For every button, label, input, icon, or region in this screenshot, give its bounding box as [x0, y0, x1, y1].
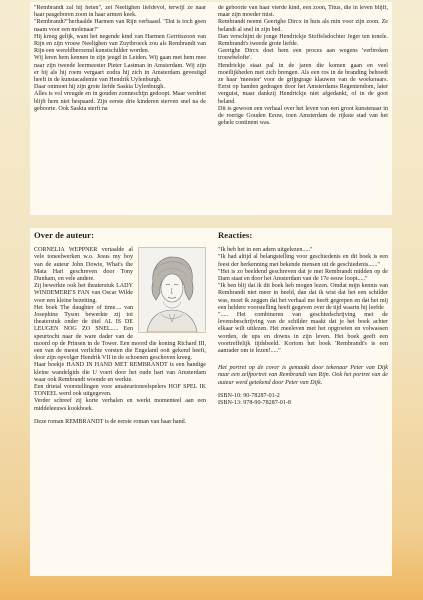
blurb-paragraph: Hendrickje staat pal in de jaren die komen gaan en veel moeilijkheden met zich brengen. Als een ros in de branding behoedt ze haar 'meester' voor de grijpgrage klauwen van de woekeraars. Eerst op handen gedragen door het Amsterdams Regentendom, later verguist, maar dankzij Hendrickje niet afgedankt, of in de goot beland.: [218, 62, 388, 105]
blurb-paragraph: "Rembrandt zal hij heten", zei Neeltghen liefdevol, terwijl ze naar haar pasgeboren zoon in haar armen keek.: [34, 5, 206, 19]
about-author-section: [34, 232, 206, 572]
blurb-paragraph: Alles is vol vreugde en in gouden zonneschijn gedoopt. Maar verdriet blijft hem niet bespaard. Zijn eerste drie kinderen sterven snel na de geboorte. Ook Saskia sterft na: [34, 91, 206, 112]
author-portrait: [138, 247, 206, 333]
isbn-10: ISBN-10: 90-78287-01-2: [218, 392, 280, 399]
bio-paragraph: CORNELIA WEPPNER vertaalde al vele toneelwerken w.o. Jesus my boy van de auteur John Dowie, What's the Mata Hari geschreven door Tony Dunham, en vele andere.: [34, 247, 133, 283]
reactions-heading: Reacties:: [218, 232, 253, 240]
blurb-paragraph: de geboorte van haar vierde kind, een zoon, Titus, die in leven blijft, maar zijn moeder mist.: [218, 5, 388, 19]
reaction-quote: "Ik ben blij dat ik dit boek heb mogen lezen. Omdat mijn kennis van Rembrandt niet meer in beeld, dan dat ik wist dat het een schilder was, moet ik zeggen dat het verhaal me heeft gegrepen en dat het mij een heldere voorstelling heeft gegeven over de tijd waarin hij leefde: [218, 283, 388, 311]
author-bio: [34, 247, 206, 426]
reactions-section: [218, 232, 388, 572]
reaction-quote: "..... Het combineren van geschiedschrijving met de levensbeschrijving van de schilder maakt dat je het boek achter elkaar wilt uitlezen. Het meeleven met het opgroeien en volwassen worden, de ups en downs in zijn leven. Het boek geeft een voortreffelijk tijdsbeeld. Kortom het boek 'Rembrandt's is een aanrader om te lezen!.....": [218, 312, 388, 355]
blurb-paragraph: Geertghe Dircx doet hem een proces aan wegens 'verbroken trouwbelofte'.: [218, 48, 388, 62]
author-portrait-drawing: [139, 248, 205, 332]
blurb-right-column: [218, 5, 388, 211]
blurb-paragraph: "Rembrandt?"herhaalde Harmen van Rijn verbaasd. "Dat is toch geen naam voor een molenaar!": [34, 19, 206, 33]
bio-paragraph: Het boek The daughter of time.... van Josephine Tyson bewerkte zij tot theaterstuk onder de titel AL IS DE LEUGEN NOG ZO SNEL..... Een speurtocht naar de ware dader van de moord op de Prinsen in de Tower. Een moord die koning Richard III, een van de meest verlichte vorsten die Engeland ooit gekend heeft, door zijn opvolger Hendrik VII in de schoenen geschoven kreeg.: [34, 304, 206, 362]
blurb-paragraph: Hij kreeg gelijk, want het negende kind van Harmen Gerritszoon van Rijn en zijn vrouw Neeltghen van Zuytbroeck zou als Rembrandt van Rijn een wereldberoemd kunstschilder worden.: [34, 33, 206, 55]
bio-paragraph: Zij bewerkte ook het theaterstuk LADY WINDEMERE'S FAN van Oscar Wilde voor een kleine bezetting.: [34, 283, 133, 304]
blurb-paragraph: Dan verschijnt de jonge Hendrickje Stoffelsdochter Jeger ten tonele. Rembrandt's tweede grote liefde.: [218, 33, 388, 48]
reaction-quote: "Ik heb het in een adem uitgelezen.....": [218, 247, 313, 254]
blurb-paragraph: Wij leren hem kennen in zijn jeugd in Leiden. Wij gaan met hem mee naar zijn tweede leermeester Pieter Lastman in Amsterdam. Wij zijn er bij als hij roem vergaart zodra hij zich in Amsterdam gevestigd heeft in de kunstacademie van Hendrik Uylenburgh.: [34, 55, 206, 84]
bio-paragraph: Deze roman REMBRANDT is de eerste roman van haar hand.: [34, 418, 187, 425]
bio-paragraph: Verder schreef zij korte verhalen en werkt momenteel aan een middeleeuws kookboek.: [34, 398, 206, 412]
portrait-credit: Het portret op de cover is gemaakt door tekenaar Peter van Dijk naar een zelfportret van Rembrandt van Rijn. Ook het portret van de auteur werd getekend door Peter van Dijk.: [218, 365, 388, 386]
blurb-paragraph: Dit is gewoon een verhaal over het leven van een groot kunstenaar in de roerige Gouden Eeuw, toen Amsterdam de rijkste stad van het gehele continent was.: [218, 105, 388, 127]
isbn-13: ISBN-13: 978-90-78287-01-8: [218, 400, 291, 407]
blurb-paragraph: Rembrandt neemt Geertghe Dircx in huis als min voor zijn zoon. Ze belandt al snel in zijn bed.: [218, 19, 388, 33]
spacer: [218, 355, 388, 361]
reaction-quote: "Ik had altijd al belangstelling voor geschiedenis en dit boek is een feest der herkenning met bekende mensen uit de geschiedenis......": [218, 254, 388, 268]
blurb-left-column: [34, 5, 206, 211]
bio-paragraph: Een drietal voorstellingen voor amateurtoneelspelers HOF SPEL IK TONEEL werd ook uitgegeven.: [34, 384, 206, 398]
isbn-block: [218, 393, 388, 407]
bio-paragraph: Haar boekje HAND IN HAND MET REMBRANDT is een handige kleine wandelgids die U voert door het oude hart van Amsterdam waar ook Rembrandt woonde en werkte.: [34, 362, 206, 383]
blurb-paragraph: Daar ontmoet hij zijn grote liefde Saskia Uylenburgh.: [34, 84, 165, 91]
about-author-heading: Over de auteur:: [34, 232, 95, 240]
reaction-quote: "Het is zo beeldend geschreven dat je met Rembrandt midden op de Dam staat en door het Amsterdam van de 17e eeuw loopt.....": [218, 268, 388, 283]
